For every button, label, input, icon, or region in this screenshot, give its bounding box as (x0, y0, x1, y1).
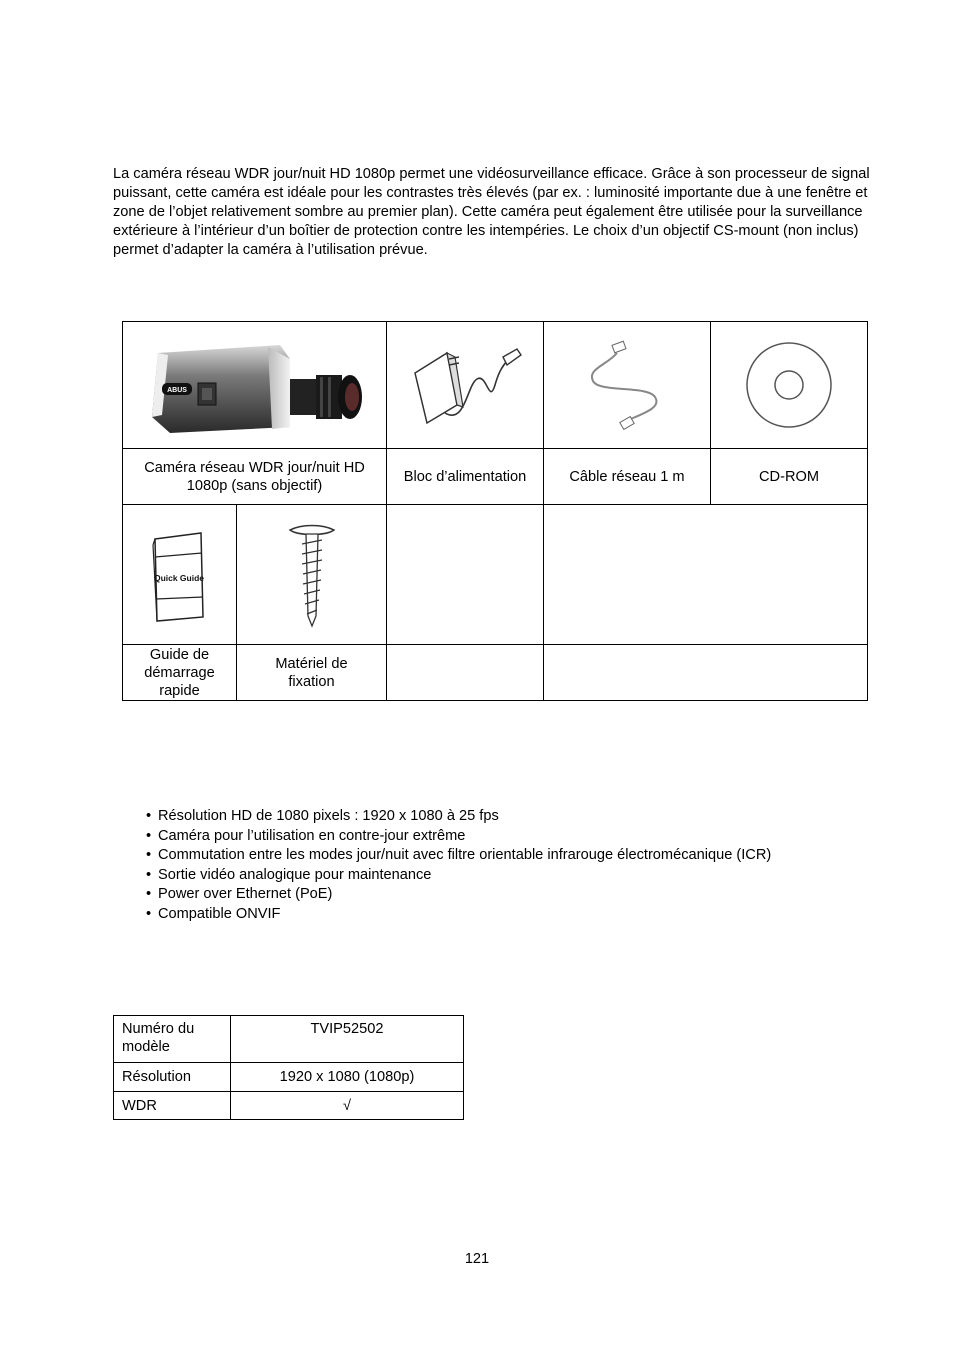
quick-guide-label: Guide de démarrage rapide (122, 644, 237, 701)
features-list (146, 807, 772, 924)
camera-image-cell (122, 321, 387, 449)
svg-text:Quick Guide: Quick Guide (153, 572, 204, 583)
bullet-icon: • (146, 847, 152, 863)
power-adapter-icon (405, 335, 525, 435)
network-cable-image-cell (543, 321, 711, 449)
spec-key: WDR (114, 1092, 231, 1120)
scope-of-delivery-table (122, 321, 868, 701)
spec-value: TVIP52502 (231, 1016, 464, 1063)
camera-label: Caméra réseau WDR jour/nuit HD 1080p (sans objectif) (122, 448, 387, 505)
svg-text:ABUS: ABUS (166, 387, 187, 394)
empty-label-cell-1 (386, 644, 544, 701)
feature-item: • Sortie vidéo analogique pour maintenance (158, 866, 771, 886)
network-cable-label: Câble réseau 1 m (543, 448, 711, 505)
empty-label-cell-2 (543, 644, 868, 701)
cd-rom-image-cell (710, 321, 868, 449)
spec-key: Résolution (114, 1063, 231, 1092)
quick-guide-icon (145, 525, 215, 625)
power-adapter-image-cell (386, 321, 544, 449)
camera-icon (140, 335, 370, 435)
empty-image-cell-1 (386, 504, 544, 645)
feature-item: • Résolution HD de 1080 pixels : 1920 x 1080 à 25 fps (158, 807, 771, 827)
intro-paragraph: La caméra réseau WDR jour/nuit HD 1080p permet une vidéosurveillance efficace. Grâce à son processeur de signal puissant, cette caméra est idéale pour les contrastes très élevés (par ex. : luminosité importante due à une fenêtre et zone de l’objet relativement sombre au premier plan). Cette caméra peut également être utilisée pour la surveillance extérieure à l’intérieur d’un boîtier de protection contre les intempéries. Le choix d’un objectif CS-mount (non inclus) permet d’adapter la caméra à l’utilisation prévue. (113, 166, 870, 258)
feature-item: • Commutation entre les modes jour/nuit avec filtre orientable infrarouge électromécanique (ICR) (158, 846, 771, 866)
specifications-table (113, 1015, 464, 1120)
camera-brand-label (162, 383, 192, 395)
table-row (114, 1016, 464, 1063)
spec-key: Numéro du modèle (114, 1016, 231, 1063)
feature-item: • Power over Ethernet (PoE) (158, 885, 771, 905)
cd-rom-label: CD-ROM (710, 448, 868, 505)
page-number: 121 (464, 1251, 490, 1267)
table-row (114, 1092, 464, 1120)
bullet-icon: • (146, 866, 152, 883)
spec-value: 1920 x 1080 (1080p) (231, 1063, 464, 1092)
feature-item: • Caméra pour l’utilisation en contre-jour extrême (158, 827, 771, 847)
network-cable-icon (577, 335, 677, 435)
table-row (114, 1063, 464, 1092)
power-adapter-label: Bloc d’alimentation (386, 448, 544, 505)
mounting-hardware-image-cell (236, 504, 387, 645)
mounting-hardware-label: Matériel de fixation (236, 644, 387, 701)
feature-item: • Compatible ONVIF (158, 905, 771, 925)
bullet-icon: • (146, 905, 152, 922)
cd-rom-icon (744, 340, 834, 430)
spec-value: √ (231, 1092, 464, 1120)
quick-guide-image-cell (122, 504, 237, 645)
bullet-icon: • (146, 827, 152, 844)
empty-image-cell-2 (543, 504, 868, 645)
bullet-icon: • (146, 808, 152, 824)
screw-icon (282, 520, 342, 630)
bullet-icon: • (146, 886, 152, 902)
